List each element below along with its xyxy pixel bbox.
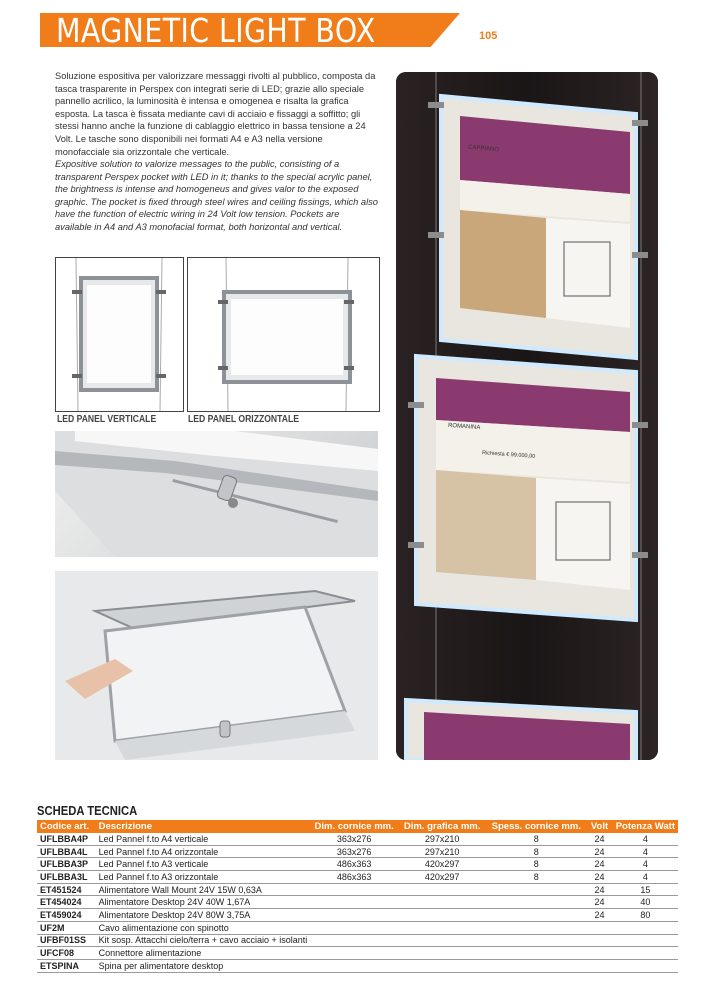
photo-text-1: CAPPIANO — [467, 144, 500, 154]
led-panel-installation-photo — [396, 72, 658, 760]
cell-frame-dim — [310, 947, 398, 960]
cell-power: 4 — [613, 858, 678, 871]
cell-volt — [586, 947, 612, 960]
cell-graphic-dim — [398, 934, 486, 947]
cell-power — [613, 934, 678, 947]
col-header-thickness: Spess. cornice mm. — [486, 820, 586, 833]
cell-power: 4 — [613, 833, 678, 845]
cell-graphic-dim: 420x297 — [398, 871, 486, 884]
cell-graphic-dim — [398, 883, 486, 896]
cell-code: UFLBBA3P — [37, 858, 96, 871]
cell-code: ET454024 — [37, 896, 96, 909]
horizontal-panel-image — [187, 257, 380, 412]
cell-description: Led Pannel f.to A4 verticale — [96, 833, 311, 845]
cell-power — [613, 921, 678, 934]
opening-detail-photo — [55, 571, 378, 760]
cell-code: ETSPINA — [37, 959, 96, 972]
cell-frame-dim — [310, 959, 398, 972]
fixing-detail-photo — [55, 431, 378, 557]
spec-table — [37, 820, 678, 973]
cell-power: 15 — [613, 883, 678, 896]
table-row — [37, 833, 678, 845]
cell-description: Alimentatore Wall Mount 24V 15W 0,63A — [96, 883, 311, 896]
intro-italian: Soluzione espositiva per valorizzare messaggi rivolti al pubblico, composta da tasca trasparente in Perspex con integrati serie di LED; grazie allo speciale pannello acrilico, la luminosità è intensa e omogenea e risalta la grafica esposta. La tasca è fissata mediante cavi di acciaio e fissaggi a soffitto; gli stessi hanno anche la funzione di cablaggio elettrico in bassa tensione a 24 Volt. Le tasche sono disponibili nei formati A4 e A3 nella versione monofacciale sia orizzontale che verticale. — [55, 71, 376, 157]
table-row — [37, 883, 678, 896]
cell-code: ET451524 — [37, 883, 96, 896]
cell-thickness: 8 — [486, 858, 586, 871]
cell-frame-dim: 363x276 — [310, 845, 398, 858]
cell-description: Led Pannel f.to A4 orizzontale — [96, 845, 311, 858]
spec-header-row — [37, 820, 678, 833]
cell-thickness — [486, 959, 586, 972]
cell-thickness — [486, 921, 586, 934]
page-number: 105 — [479, 30, 498, 42]
cell-graphic-dim: 297x210 — [398, 845, 486, 858]
cell-thickness — [486, 947, 586, 960]
cell-code: UFLBBA4P — [37, 833, 96, 845]
col-header-power: Potenza Watt — [613, 820, 678, 833]
cell-code: UFLBBA4L — [37, 845, 96, 858]
cell-volt: 24 — [586, 883, 612, 896]
page-title: MAGNETIC LIGHT BOX — [56, 11, 376, 50]
cell-graphic-dim — [398, 959, 486, 972]
cell-thickness: 8 — [486, 833, 586, 845]
cell-thickness — [486, 896, 586, 909]
photo-text-2: ROMANINA — [447, 422, 481, 432]
cell-code: UFLBBA3L — [37, 871, 96, 884]
table-row — [37, 871, 678, 884]
cell-code: UFBF01SS — [37, 934, 96, 947]
caption-vertical: LED PANEL VERTICALE — [57, 413, 157, 425]
cell-frame-dim — [310, 896, 398, 909]
cell-description: Led Pannel f.to A3 orizzontale — [96, 871, 311, 884]
cell-graphic-dim — [398, 921, 486, 934]
cell-power: 4 — [613, 871, 678, 884]
cell-graphic-dim: 420x297 — [398, 858, 486, 871]
cell-description: Alimentatore Desktop 24V 80W 3,75A — [96, 909, 311, 922]
spec-title: SCHEDA TECNICA — [37, 804, 138, 818]
cell-frame-dim: 363x276 — [310, 833, 398, 845]
col-header-description: Descrizione — [96, 820, 311, 833]
cell-volt: 24 — [586, 858, 612, 871]
cell-thickness: 8 — [486, 871, 586, 884]
cell-frame-dim — [310, 909, 398, 922]
intro-english: Expositive solution to valorize messages to the public, consisting of a transparent Perspex pocket with LED in it; thanks to the special acrylic panel, the brightness is intense and homogeneus and gives valor to the exposed graphic. The pocket is fixed through steel wires and ceiling fissings, which also have the function of electric wiring in 24 Volt low tension. Pockets are available in A4 and A3 monofacial format, both horizontal and vertical. — [55, 159, 378, 232]
cell-thickness: 8 — [486, 845, 586, 858]
cell-graphic-dim — [398, 947, 486, 960]
cell-power: 40 — [613, 896, 678, 909]
cell-thickness — [486, 883, 586, 896]
table-row — [37, 921, 678, 934]
cell-graphic-dim — [398, 896, 486, 909]
cell-volt: 24 — [586, 833, 612, 845]
col-header-frame-dim: Dim. cornice mm. — [310, 820, 398, 833]
cell-frame-dim — [310, 883, 398, 896]
cell-volt: 24 — [586, 871, 612, 884]
cell-graphic-dim: 297x210 — [398, 833, 486, 845]
table-row — [37, 934, 678, 947]
cell-description: Cavo alimentazione con spinotto — [96, 921, 311, 934]
cell-description: Spina per alimentatore desktop — [96, 959, 311, 972]
table-row — [37, 959, 678, 972]
cell-description: Alimentatore Desktop 24V 40W 1,67A — [96, 896, 311, 909]
table-row — [37, 947, 678, 960]
photo-text-3: Richiesta € 99.000,00 — [481, 450, 536, 460]
cell-thickness — [486, 934, 586, 947]
cell-frame-dim — [310, 921, 398, 934]
cell-code: ET459024 — [37, 909, 96, 922]
cell-power: 80 — [613, 909, 678, 922]
col-header-graphic-dim: Dim. grafica mm. — [398, 820, 486, 833]
cell-volt — [586, 959, 612, 972]
table-row — [37, 896, 678, 909]
table-row — [37, 845, 678, 858]
vertical-panel-image — [55, 257, 184, 412]
cell-power: 4 — [613, 845, 678, 858]
cell-volt — [586, 921, 612, 934]
cell-power — [613, 959, 678, 972]
cell-volt — [586, 934, 612, 947]
cell-frame-dim: 486x363 — [310, 871, 398, 884]
cell-volt: 24 — [586, 845, 612, 858]
cell-description: Connettore alimentazione — [96, 947, 311, 960]
cell-frame-dim: 486x363 — [310, 858, 398, 871]
table-row — [37, 858, 678, 871]
cell-volt: 24 — [586, 909, 612, 922]
cell-code: UFCF08 — [37, 947, 96, 960]
cell-frame-dim — [310, 934, 398, 947]
cell-graphic-dim — [398, 909, 486, 922]
cell-description: Kit sosp. Attacchi cielo/terra + cavo acciaio + isolanti — [96, 934, 311, 947]
col-header-volt: Volt — [586, 820, 612, 833]
cell-volt: 24 — [586, 896, 612, 909]
col-header-code: Codice art. — [37, 820, 96, 833]
cell-thickness — [486, 909, 586, 922]
cell-description: Led Pannel f.to A3 verticale — [96, 858, 311, 871]
caption-horizontal: LED PANEL ORIZZONTALE — [188, 413, 299, 425]
cell-power — [613, 947, 678, 960]
cell-code: UF2M — [37, 921, 96, 934]
table-row — [37, 909, 678, 922]
